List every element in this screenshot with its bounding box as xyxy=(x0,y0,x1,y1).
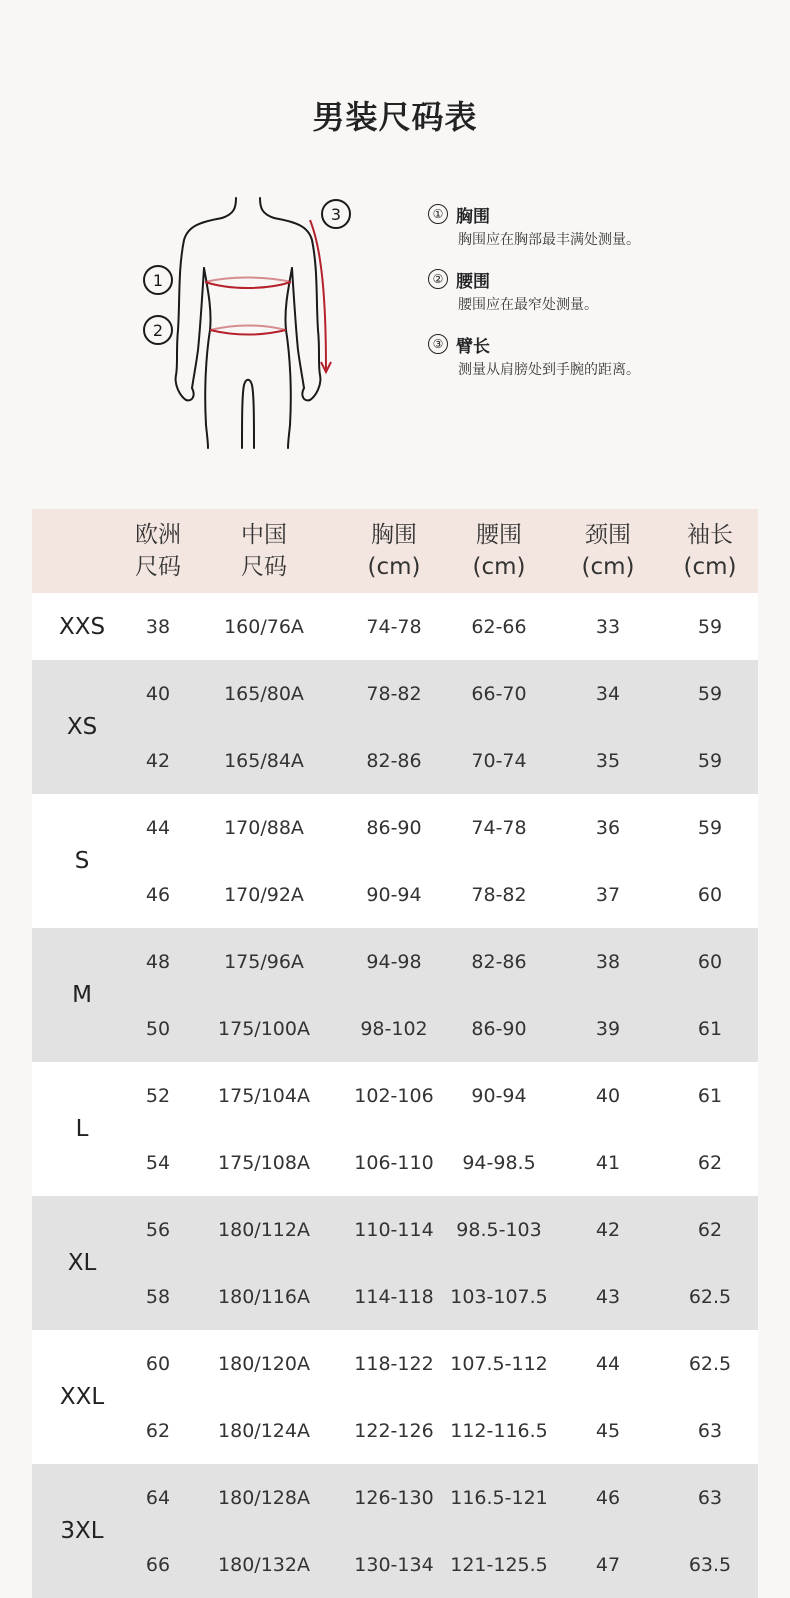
table-cell: 39 xyxy=(554,995,662,1062)
header-chest: 胸围 (cm) xyxy=(344,509,444,593)
table-row xyxy=(32,794,758,861)
table-cell: 56 xyxy=(132,1196,184,1263)
table-cell: 36 xyxy=(554,794,662,861)
table-cell: 59 xyxy=(662,727,758,794)
table-row xyxy=(32,928,758,995)
table-cell: 41 xyxy=(554,1129,662,1196)
table-row xyxy=(32,1464,758,1531)
table-cell: 63.5 xyxy=(662,1531,758,1598)
table-cell: 170/88A xyxy=(184,794,344,861)
body-measurement-figure xyxy=(130,190,360,455)
table-cell: 63 xyxy=(662,1397,758,1464)
table-cell: 62.5 xyxy=(662,1330,758,1397)
table-row xyxy=(32,995,758,1062)
table-cell: 116.5-121 xyxy=(444,1464,554,1531)
size-label: XXS xyxy=(32,593,132,660)
table-cell: 42 xyxy=(132,727,184,794)
table-cell: 130-134 xyxy=(344,1531,444,1598)
header-waist: 腰围 (cm) xyxy=(444,509,554,593)
table-cell: 47 xyxy=(554,1531,662,1598)
table-cell: 180/132A xyxy=(184,1531,344,1598)
table-cell: 35 xyxy=(554,727,662,794)
header-cn-size: 中国 尺码 xyxy=(184,509,344,593)
legend-name: 臂长 xyxy=(456,336,490,357)
table-cell: 98.5-103 xyxy=(444,1196,554,1263)
table-cell: 62.5 xyxy=(662,1263,758,1330)
table-cell: 78-82 xyxy=(344,660,444,727)
table-row xyxy=(32,1062,758,1129)
table-row xyxy=(32,1330,758,1397)
legend-name: 腰围 xyxy=(456,271,490,292)
table-cell: 33 xyxy=(554,593,662,660)
table-cell: 52 xyxy=(132,1062,184,1129)
table-cell: 170/92A xyxy=(184,861,344,928)
table-row xyxy=(32,660,758,727)
size-label: S xyxy=(32,794,132,928)
table-cell: 175/108A xyxy=(184,1129,344,1196)
legend-name: 胸围 xyxy=(456,206,490,227)
table-cell: 180/112A xyxy=(184,1196,344,1263)
table-cell: 54 xyxy=(132,1129,184,1196)
table-cell: 94-98.5 xyxy=(444,1129,554,1196)
measurement-legend xyxy=(428,200,758,395)
svg-text:3: 3 xyxy=(330,205,342,224)
table-cell: 118-122 xyxy=(344,1330,444,1397)
svg-text:1: 1 xyxy=(152,271,164,290)
table-cell: 60 xyxy=(662,861,758,928)
svg-text:2: 2 xyxy=(152,321,164,340)
table-cell: 160/76A xyxy=(184,593,344,660)
table-cell: 121-125.5 xyxy=(444,1531,554,1598)
table-cell: 110-114 xyxy=(344,1196,444,1263)
table-cell: 102-106 xyxy=(344,1062,444,1129)
table-cell: 37 xyxy=(554,861,662,928)
table-cell: 62 xyxy=(662,1129,758,1196)
table-row xyxy=(32,1531,758,1598)
table-cell: 180/124A xyxy=(184,1397,344,1464)
legend-item-arm xyxy=(428,330,758,379)
size-label: XXL xyxy=(32,1330,132,1464)
table-cell: 62 xyxy=(662,1196,758,1263)
table-cell: 66-70 xyxy=(444,660,554,727)
table-cell: 103-107.5 xyxy=(444,1263,554,1330)
table-cell: 46 xyxy=(554,1464,662,1531)
table-cell: 60 xyxy=(662,928,758,995)
table-cell: 165/80A xyxy=(184,660,344,727)
table-cell: 122-126 xyxy=(344,1397,444,1464)
header-sleeve: 袖长 (cm) xyxy=(662,509,758,593)
table-cell: 126-130 xyxy=(344,1464,444,1531)
table-cell: 82-86 xyxy=(444,928,554,995)
size-label: L xyxy=(32,1062,132,1196)
torso-outline-icon xyxy=(130,190,360,455)
table-cell: 43 xyxy=(554,1263,662,1330)
table-cell: 112-116.5 xyxy=(444,1397,554,1464)
table-cell: 58 xyxy=(132,1263,184,1330)
table-row xyxy=(32,861,758,928)
table-cell: 59 xyxy=(662,593,758,660)
table-cell: 107.5-112 xyxy=(444,1330,554,1397)
header-eu-size: 欧洲 尺码 xyxy=(132,509,184,593)
legend-description: 测量从肩膀处到手腕的距离。 xyxy=(458,362,640,378)
table-cell: 98-102 xyxy=(344,995,444,1062)
table-cell: 50 xyxy=(132,995,184,1062)
table-cell: 86-90 xyxy=(344,794,444,861)
legend-description: 腰围应在最窄处测量。 xyxy=(458,297,598,313)
table-cell: 40 xyxy=(132,660,184,727)
table-cell: 90-94 xyxy=(344,861,444,928)
table-cell: 165/84A xyxy=(184,727,344,794)
table-cell: 90-94 xyxy=(444,1062,554,1129)
table-cell: 38 xyxy=(554,928,662,995)
table-cell: 45 xyxy=(554,1397,662,1464)
table-cell: 64 xyxy=(132,1464,184,1531)
table-cell: 74-78 xyxy=(444,794,554,861)
table-cell: 175/100A xyxy=(184,995,344,1062)
table-cell: 62-66 xyxy=(444,593,554,660)
table-cell: 61 xyxy=(662,1062,758,1129)
table-cell: 46 xyxy=(132,861,184,928)
table-row xyxy=(32,1129,758,1196)
table-cell: 59 xyxy=(662,660,758,727)
table-cell: 40 xyxy=(554,1062,662,1129)
table-cell: 175/104A xyxy=(184,1062,344,1129)
legend-number-icon: ① xyxy=(428,204,448,224)
table-cell: 34 xyxy=(554,660,662,727)
table-cell: 38 xyxy=(132,593,184,660)
table-cell: 106-110 xyxy=(344,1129,444,1196)
size-chart-body xyxy=(32,593,758,1598)
table-cell: 74-78 xyxy=(344,593,444,660)
table-cell: 44 xyxy=(554,1330,662,1397)
size-chart-table xyxy=(32,509,758,1598)
table-cell: 59 xyxy=(662,794,758,861)
table-cell: 94-98 xyxy=(344,928,444,995)
table-cell: 78-82 xyxy=(444,861,554,928)
table-cell: 62 xyxy=(132,1397,184,1464)
table-cell: 48 xyxy=(132,928,184,995)
header-neck: 颈围 (cm) xyxy=(554,509,662,593)
size-label: 3XL xyxy=(32,1464,132,1598)
table-cell: 175/96A xyxy=(184,928,344,995)
table-cell: 82-86 xyxy=(344,727,444,794)
legend-description: 胸围应在胸部最丰满处测量。 xyxy=(458,232,640,248)
table-cell: 42 xyxy=(554,1196,662,1263)
table-row xyxy=(32,727,758,794)
table-cell: 66 xyxy=(132,1531,184,1598)
legend-item-chest xyxy=(428,200,758,249)
table-cell: 180/120A xyxy=(184,1330,344,1397)
table-row xyxy=(32,1397,758,1464)
table-header-row xyxy=(32,509,758,593)
table-row xyxy=(32,593,758,660)
size-label: XL xyxy=(32,1196,132,1330)
table-cell: 86-90 xyxy=(444,995,554,1062)
table-row xyxy=(32,1263,758,1330)
page-title: 男装尺码表 xyxy=(312,98,478,136)
legend-number-icon: ② xyxy=(428,269,448,289)
table-cell: 63 xyxy=(662,1464,758,1531)
table-cell: 44 xyxy=(132,794,184,861)
table-cell: 114-118 xyxy=(344,1263,444,1330)
table-cell: 180/128A xyxy=(184,1464,344,1531)
table-cell: 60 xyxy=(132,1330,184,1397)
header-size xyxy=(32,509,132,593)
legend-item-waist xyxy=(428,265,758,314)
table-row xyxy=(32,1196,758,1263)
table-cell: 61 xyxy=(662,995,758,1062)
table-cell: 180/116A xyxy=(184,1263,344,1330)
table-cell: 70-74 xyxy=(444,727,554,794)
legend-number-icon: ③ xyxy=(428,334,448,354)
size-label: XS xyxy=(32,660,132,794)
size-label: M xyxy=(32,928,132,1062)
